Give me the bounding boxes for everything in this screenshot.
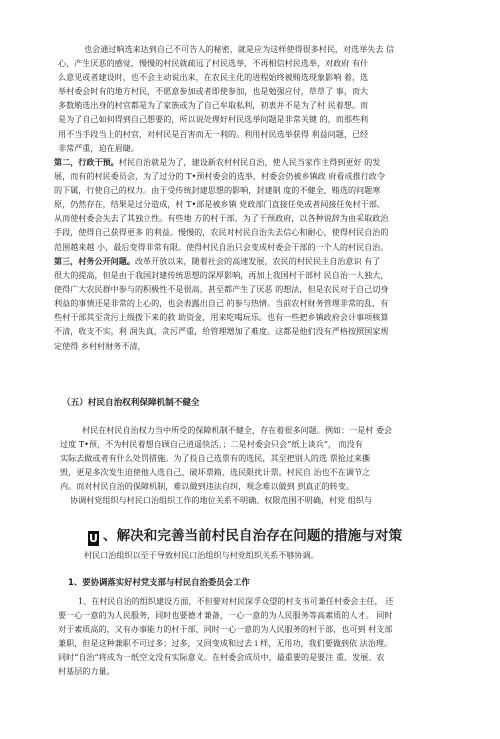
chapter-subline bbox=[84, 548, 474, 562]
text-line: 举村委会时有的地方村民，不愿意参加或者即使参加，也是勉强应付，草草了 事，而大 bbox=[58, 86, 369, 97]
paragraph-vote-buying bbox=[58, 42, 466, 155]
subsection-heading: 1、要协调落实好村党支部与村民自治委员会工作 bbox=[68, 577, 250, 587]
text-line: 么意见或者建设时，也不会主动说出来，在农民主化的进程始终被贿选现象影响 着，选 bbox=[58, 72, 369, 83]
text-line: 是为了自己如何得到自己想要的，所以说处理好村民选举问题是非常关键 的，而那些利 bbox=[58, 114, 369, 125]
text-run: 村民自治就是为了，建设新农村村民自治，使人民当家作主得到更好 的发 bbox=[118, 157, 381, 167]
paragraph-administrative-intervention bbox=[54, 155, 468, 254]
paragraph-coordination bbox=[58, 594, 470, 679]
text-line: 村基层的力量。 bbox=[58, 666, 115, 677]
text-line: 村民口治组织以至于导致村民口治组织与村党组织关系不够协调。 bbox=[84, 550, 319, 560]
chapter-title: 、解决和完善当前村民自治存在问题的措施与对策 bbox=[103, 528, 403, 544]
text-line: 也会通过响选来达到自己不可告人的秘密，就是应为这样使得很多村民，对选举失去 信 bbox=[84, 44, 395, 54]
text-line: 原，仍然存在，结果是过分造成，村 T•部是被乡镇 党政部门直接任免或者间接任免村干部。 bbox=[54, 199, 385, 210]
text-line: 使得广大农民群中参与的积极性不是很高，甚至都产生了厌恶 的想法，但是农民对于自己切身 bbox=[54, 284, 389, 295]
text-line: 心，产生厌恶的感觉，慢慢的村民就疏远了村民选举，不再相信村民选举，对政府 有什 bbox=[58, 58, 369, 69]
text-line: 兼职，但是这种兼职不可过多；过多，又回变成和过去 i 样，无用功，我们要做到依 法治理。 bbox=[58, 638, 393, 649]
text-line: 实际去做或者有什么处罚措施。为了投自己选票有的选民，其至把别人的选 票抢过来撕 bbox=[60, 453, 371, 464]
text-line: 利益的事情还是非常的上心的，也会表露出自己 的参与热情。当前农村财务管理非常的乱，有 bbox=[54, 298, 389, 309]
text-line: 协调村党组织与村民口治组织工作的地位关系不明确、权限范围不明确，村党 组织与 bbox=[70, 495, 373, 506]
text-line: 的下属，行使自己的权力。由于受传统封建思想的影响，封建制 度的不健全，贿选的问题寒 bbox=[54, 185, 381, 196]
text-line: 毁，更是多次发生迫使他人选自己、破坏票箱、选民限扰计票。村民自 治也不在调节之 bbox=[60, 467, 371, 478]
text-line: 范围越来越 小，最后变得非常有限。使得村民自治只会变成村委会干部的一个人的村民自治。 bbox=[54, 241, 389, 252]
text-line: 用不当手段当上的村官，对村民是百害而无一利的。利用村民选举获得 利益问题，已经 bbox=[58, 128, 369, 139]
text-line bbox=[54, 155, 468, 169]
text-line: 些村干部其至贪污上级拨下来的救 助资金，用来吃喝玩乐。也有一些把乡镇政府会计事项核算 bbox=[54, 312, 389, 323]
text-line: 非常严重，迫在眉睫。 bbox=[58, 142, 139, 153]
chapter-heading bbox=[88, 529, 402, 546]
text-line: 同时“自治”将成为一纸空文没有实际意义。在村委会成员中，最重要的是要注 重、发展、农 bbox=[58, 652, 385, 663]
text-line: 1、在村民自治的组织建设方面，不但要对村民深孚众望的村支书可兼任村委会主任， 还 bbox=[78, 596, 394, 606]
text-line: 过度 T•预，不为村民着想自顾自己逍遥快活。；二是村委会只会“纸上谈兵”， 而没有 bbox=[60, 439, 363, 450]
text-line: 内。而对村民自治的保障机制，难以做到违法自纠，观念难以做到 到真正的转变。 bbox=[60, 481, 354, 492]
text-line: 展，而有的村民委员会，为了过分的 T•预村委会的选举，村委会仍被乡镇政 府看成推行政令 bbox=[54, 171, 385, 182]
chapter-number: U bbox=[89, 532, 98, 545]
paragraph-village-affairs bbox=[54, 254, 468, 353]
text-run: 改革开放以来，随着社会的高速发展，农民的村民民主自治意识 有了 bbox=[134, 256, 381, 266]
paragraph-protection-mechanism bbox=[60, 423, 466, 508]
paragraph-label: 第二，行政干预。 bbox=[54, 157, 119, 167]
text-line bbox=[54, 254, 468, 268]
section-heading: （五）村民自治权利保障机制不健全 bbox=[62, 398, 200, 408]
text-line: 从而使村委会失去了其独立性。有些地 方的村干部，为了干预政府，以各种说辞为由采取政治 bbox=[54, 213, 389, 224]
text-line: 要一心一意的为人民服务，同时也要德才兼备，一心一意的为人民服务等高素质的人才。 同时 bbox=[58, 610, 393, 621]
text-line: 对于素质高的，又有办事能力的村干部，同时一心一意的为人民服务的村干部，也可到 村支部 bbox=[58, 624, 393, 635]
text-line: 定使得 乡村村财务不清， bbox=[54, 340, 146, 351]
text-line: 不清，收支不实，利 润失真，贪污严重，给管理增加了难度。这都是他们没有严格按照国家规 bbox=[54, 326, 389, 337]
text-line: 手段，使得自己获得更多 的利益。慢慢的，农民对村民自治失去信心和耐心，使得村民自治的 bbox=[54, 227, 389, 238]
text-line: 村民在村民自治权力当中所受的保障机制不健全，存在着很多问题。例如：一是村 委会 bbox=[82, 425, 393, 435]
text-line: 很大的提高，但是由于我国封建传统思想的深厚影响，再加上我国村干部村 民自治一人独大， bbox=[54, 270, 389, 281]
text-line: 多数贿选出身的村官都是为了家族或为了自己牟取私利，初衷并不是为了村 民着想。而 bbox=[58, 100, 369, 111]
paragraph-label: 第三，村务公开问题。 bbox=[54, 256, 135, 266]
